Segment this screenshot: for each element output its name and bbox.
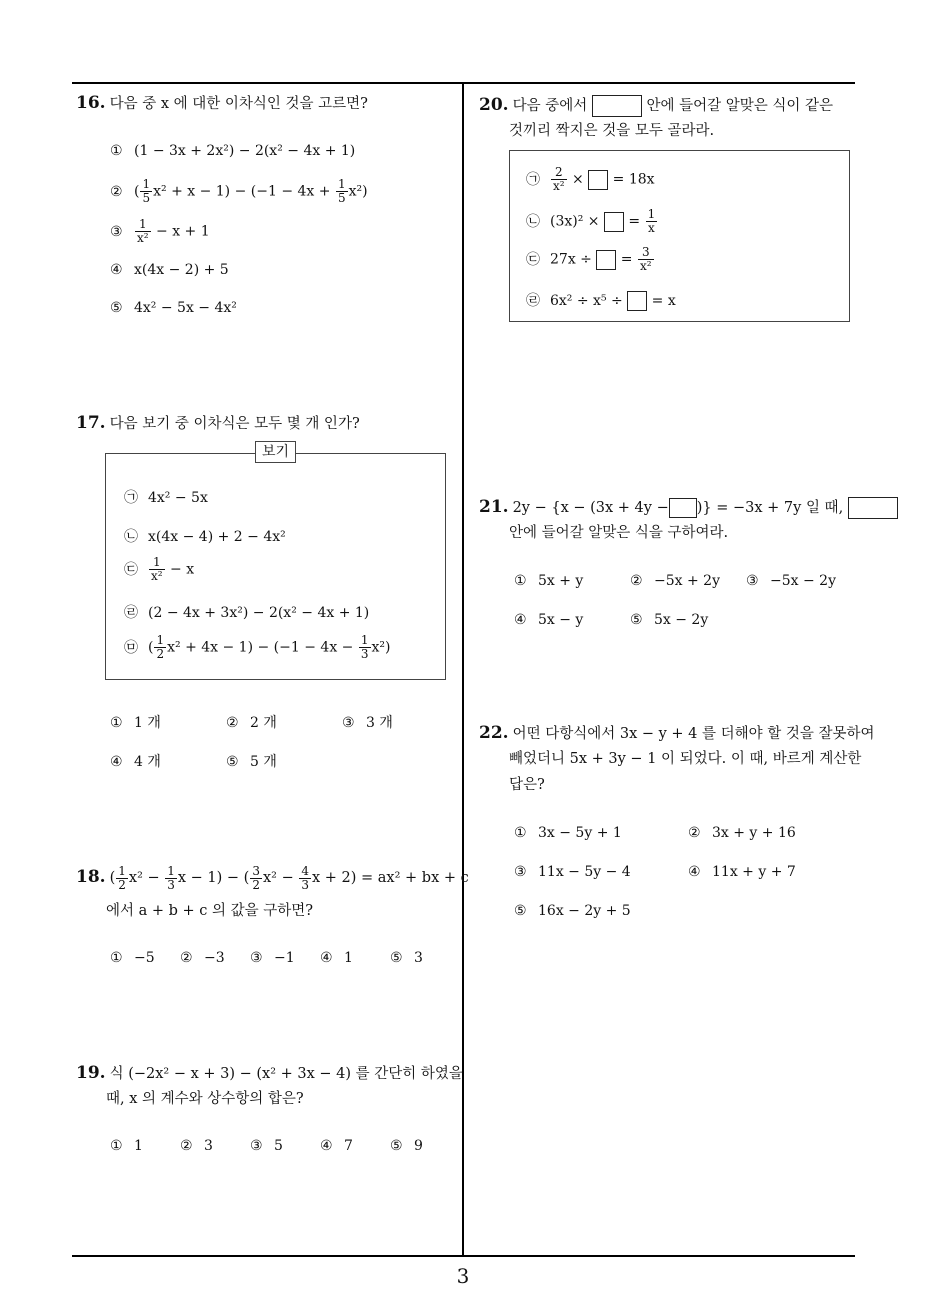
option-2[interactable]: ② 3 bbox=[180, 1138, 213, 1154]
option-5[interactable]: ⑤ 16x − 2y + 5 bbox=[514, 903, 631, 919]
option-5[interactable]: ⑤ 5x − 2y bbox=[630, 612, 709, 628]
option-5[interactable]: ⑤ 3 bbox=[390, 950, 423, 966]
example-item: ㉣ (2 − 4x + 3x²) − 2(x² − 4x + 1) bbox=[124, 605, 370, 621]
option-mark: ② bbox=[110, 183, 123, 200]
answer-blank bbox=[669, 498, 697, 518]
answer-blank bbox=[588, 170, 608, 190]
option-4[interactable]: ④ 4 개 bbox=[110, 754, 161, 770]
answer-blank bbox=[592, 95, 642, 117]
example-item: ㉤ ( $\frac{1}{2}$ x² + 4x − 1) − (−1 − 4x − $\frac{1}{3}$ x²) bbox=[124, 633, 391, 661]
fraction: $\frac{2}{\text{x²}}$ bbox=[553, 165, 565, 193]
fraction: $\frac{4}{3}$ bbox=[301, 863, 309, 892]
fraction: $\frac{1}{5}$ bbox=[142, 177, 151, 205]
question-21 bbox=[479, 494, 898, 521]
option-2[interactable]: ② 3x + y + 16 bbox=[688, 825, 796, 841]
option-2[interactable]: ② −5x + 2y bbox=[630, 573, 720, 589]
question-stem: 다음 중에서 bbox=[512, 98, 588, 114]
question-22-stem-line2: 빼었더니 5x + 3y − 1 이 되었다. 이 때, 바르게 계산한 bbox=[509, 751, 862, 767]
question-20 bbox=[479, 92, 833, 119]
example-box-title: 보기 bbox=[255, 441, 296, 463]
option-4[interactable]: ④ 11x + y + 7 bbox=[688, 864, 796, 880]
fraction: $\frac{1}{\text{x²}}$ bbox=[151, 555, 163, 583]
question-number: 19. bbox=[76, 1063, 106, 1083]
answer-blank bbox=[596, 250, 616, 270]
question-19 bbox=[76, 1060, 463, 1087]
question-number: 21. bbox=[479, 497, 509, 517]
option-mark: ① bbox=[110, 143, 123, 159]
option-2[interactable]: ② −3 bbox=[180, 950, 225, 966]
example-item: ㉢ $\frac{1}{\text{x²}}$ − x bbox=[124, 555, 195, 583]
option-3[interactable]: ③ −5x − 2y bbox=[746, 573, 836, 589]
option-3[interactable]: ③ $\frac{1}{\text{x²}}$ − x + 1 bbox=[110, 217, 210, 245]
option-4[interactable]: ④ 7 bbox=[320, 1138, 353, 1154]
question-number: 22. bbox=[479, 723, 509, 743]
question-stem: 안에 들어갈 알맞은 식이 같은 bbox=[646, 98, 833, 114]
question-19-stem: 때, x 의 계수와 상수항의 합은? bbox=[106, 1091, 304, 1107]
option-3[interactable]: ③ 3 개 bbox=[342, 715, 393, 731]
expression-item: ㉠ $\frac{2}{\text{x²}}$ × = 18x bbox=[526, 165, 655, 193]
fraction: $\frac{1}{3}$ bbox=[360, 633, 369, 661]
answer-blank bbox=[604, 212, 624, 232]
option-2[interactable]: ② 2 개 bbox=[226, 715, 277, 731]
question-22 bbox=[479, 720, 875, 747]
question-18-stem: 에서 a + b + c 의 값을 구하면? bbox=[106, 903, 314, 919]
option-4[interactable] bbox=[110, 262, 229, 278]
question-stem: 다음 보기 중 이차식은 모두 몇 개 인가? bbox=[109, 416, 360, 432]
question-20-stem: 것끼리 짝지은 것을 모두 골라라. bbox=[509, 123, 715, 139]
option-5[interactable]: ⑤ 5 개 bbox=[226, 754, 277, 770]
fraction: $\frac{1}{2}$ bbox=[156, 633, 165, 661]
question-stem: 식 (−2x² − x + 3) − (x² + 3x − 4) 를 간단히 하였을 bbox=[109, 1066, 463, 1082]
question-21-stem: 안에 들어갈 알맞은 식을 구하여라. bbox=[509, 525, 729, 541]
question-22-stem-line3: 답은? bbox=[509, 777, 545, 793]
fraction: $\frac{1}{3}$ bbox=[167, 863, 175, 892]
expression-item: ㉢ 27x ÷ = $\frac{3}{\text{x²}}$ bbox=[526, 245, 652, 273]
answer-blank bbox=[627, 291, 647, 311]
option-1[interactable]: ① 5x + y bbox=[514, 573, 584, 589]
option-3[interactable]: ③ 11x − 5y − 4 bbox=[514, 864, 631, 880]
question-number: 16. bbox=[76, 93, 106, 113]
option-1[interactable]: ① 1 bbox=[110, 1138, 143, 1154]
question-number: 18. bbox=[76, 867, 106, 887]
fraction: $\frac{3}{\text{x²}}$ bbox=[639, 245, 652, 273]
question-number: 17. bbox=[76, 413, 106, 433]
option-1[interactable]: ① −5 bbox=[110, 950, 155, 966]
question-stem: 어떤 다항식에서 3x − y + 4 를 더해야 할 것을 잘못하여 bbox=[512, 726, 875, 742]
question-stem: 2y − {x − (3x + 4y − bbox=[512, 500, 669, 516]
option-4[interactable]: ④ 5x − y bbox=[514, 612, 584, 628]
option-mark: ③ bbox=[110, 223, 123, 240]
option-mark: ⑤ bbox=[110, 300, 123, 316]
option-1[interactable]: ① 3x − 5y + 1 bbox=[514, 825, 622, 841]
fraction: $\frac{1}{\text{x²}}$ bbox=[137, 217, 149, 245]
expression-item: ㉡ (3x)² × = $\frac{1}{x}$ bbox=[526, 207, 656, 235]
question-number: 20. bbox=[479, 95, 509, 115]
option-1[interactable]: ① 1 개 bbox=[110, 715, 161, 731]
question-stem: 다음 중 x 에 대한 이차식인 것을 고르면? bbox=[109, 96, 368, 112]
option-text: (1 − 3x + 2x²) − 2(x² − 4x + 1) bbox=[134, 143, 356, 159]
question-16 bbox=[76, 90, 368, 117]
option-text: 4x² − 5x − 4x² bbox=[134, 300, 237, 316]
option-5[interactable] bbox=[110, 300, 237, 316]
question-17 bbox=[76, 410, 360, 437]
fraction: $\frac{1}{x}$ bbox=[647, 207, 656, 235]
question-18: 18. ( $\frac{1}{2}$ x² − $\frac{1}{3}$ x − 1) − ( $\frac{3}{2}$ x² − $\frac{4}{3}$ x + 2) = ax² + bx + c bbox=[76, 863, 469, 892]
page-number: 3 bbox=[456, 1264, 470, 1288]
question-stem: )} = −3x + 7y 일 때, bbox=[696, 500, 844, 516]
bottom-rule bbox=[72, 1255, 855, 1257]
option-2[interactable]: ② ( $\frac{1}{5}$ x² + x − 1) − (−1 − 4x + $\frac{1}{5}$ x²) bbox=[110, 177, 368, 205]
option-3[interactable]: ③ −1 bbox=[250, 950, 295, 966]
option-4[interactable]: ④ 1 bbox=[320, 950, 353, 966]
option-3[interactable]: ③ 5 bbox=[250, 1138, 283, 1154]
top-rule bbox=[72, 82, 855, 84]
fraction: $\frac{1}{2}$ bbox=[118, 863, 126, 892]
expression-item: ㉣ 6x² ÷ x⁵ ÷ = x bbox=[526, 293, 676, 309]
answer-blank bbox=[848, 497, 898, 519]
option-1[interactable] bbox=[110, 143, 355, 159]
option-text: x(4x − 2) + 5 bbox=[134, 262, 229, 278]
option-mark: ④ bbox=[110, 262, 123, 278]
option-5[interactable]: ⑤ 9 bbox=[390, 1138, 423, 1154]
fraction: $\frac{3}{2}$ bbox=[252, 863, 260, 892]
example-item: ㉠ 4x² − 5x bbox=[124, 490, 208, 506]
fraction: $\frac{1}{5}$ bbox=[337, 177, 346, 205]
example-item: ㉡ x(4x − 4) + 2 − 4x² bbox=[124, 529, 286, 545]
